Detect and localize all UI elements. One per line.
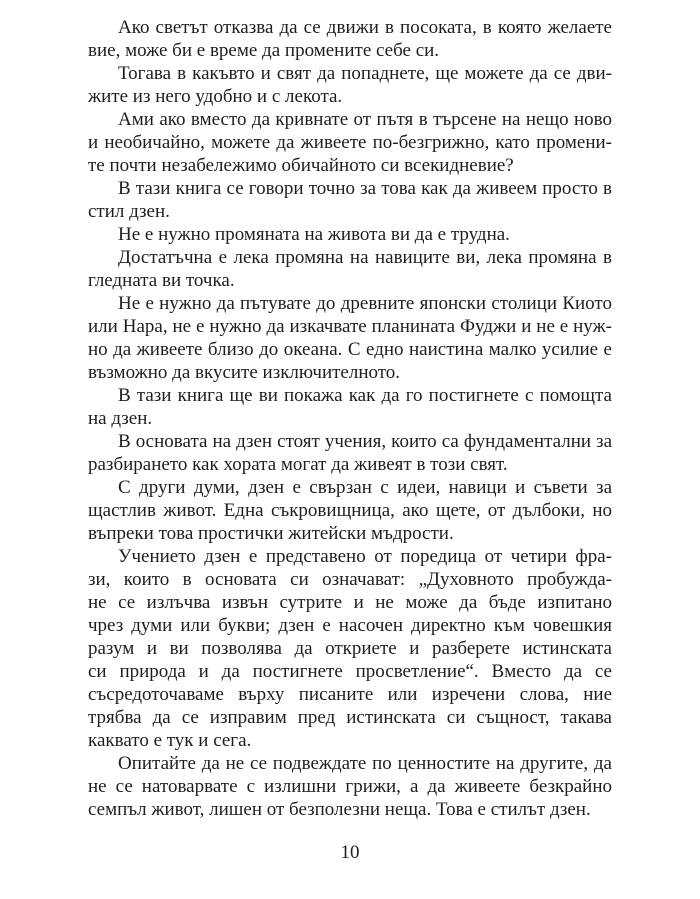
text-line: чрез думи или букви; дзен е насочен директно към човешкия <box>88 615 612 636</box>
paragraph <box>88 384 612 430</box>
text-line: В основата на дзен стоят учения, които са фундаментални за <box>118 431 612 452</box>
text-line: но да живеете близо до океана. С едно наистина малко усилие е <box>88 339 612 360</box>
text-line: гледната ви точка. <box>88 270 235 291</box>
text-line: на дзен. <box>88 408 153 429</box>
text-line: щастлив живот. Една съкровищница, ако щете, от дълбоки, но <box>88 500 612 521</box>
text-line: Опитайте да не се подвеждате по ценностите на другите, да <box>118 753 612 774</box>
paragraph <box>88 545 612 752</box>
paragraph <box>88 177 612 223</box>
paragraph <box>88 223 612 246</box>
text-line: семпъл живот, лишен от безполезни неща. Това е стилът дзен. <box>88 799 591 820</box>
text-line: трябва да се изправим пред истинската си същност, такава <box>88 707 612 728</box>
text-line: Не е нужно да пътувате до древните японски столици Киото <box>118 293 612 314</box>
text-line: зи, които в основата си означават: „Духовното пробужда- <box>88 569 612 590</box>
paragraph <box>88 246 612 292</box>
paragraph <box>88 752 612 821</box>
text-line: Достатъчна е лека промяна на навиците ви, лека промяна в <box>118 247 612 268</box>
text-line: Не е нужно промяната на живота ви да е трудна. <box>118 224 510 245</box>
text-line: те почти незабележимо обичайното си всекидневие? <box>88 155 514 176</box>
text-line: и необичайно, можете да живеете по-безгрижно, като промени- <box>88 132 612 153</box>
text-line: вие, може би е време да промените себе си. <box>88 40 440 61</box>
text-line: жите из него удобно и с лекота. <box>88 86 343 107</box>
text-line: Учението дзен е представено от поредица от четири фра- <box>118 546 612 567</box>
text-line: или Нара, не е нужно да изкачвате планината Фуджи и не е нуж- <box>88 316 612 337</box>
paragraph <box>88 108 612 177</box>
paragraph <box>88 292 612 384</box>
page-number: 10 <box>340 842 360 863</box>
text-line: В тази книга ще ви покажа как да го постигнете с помощта <box>118 385 612 406</box>
text-line: В тази книга се говори точно за това как да живеем просто в <box>118 178 612 199</box>
text-line: съсредоточаваме върху писаните или изречени слова, ние <box>88 684 612 705</box>
text-line: въпреки това простички житейски мъдрости. <box>88 523 454 544</box>
text-line: Ами ако вместо да кривнате от пътя в търсене на нещо ново <box>118 109 612 130</box>
paragraph <box>88 62 612 108</box>
text-line: възможно да вкусите изключителното. <box>88 362 401 383</box>
text-line: стил дзен. <box>88 201 170 222</box>
paragraph <box>88 430 612 476</box>
text-line: разум и ви позволява да откриете и разберете истинската <box>88 638 612 659</box>
paragraph <box>88 16 612 62</box>
text-line: си природа и да постигнете просветление“. Вместо да се <box>88 661 612 682</box>
body-text <box>88 16 612 821</box>
paragraph <box>88 476 612 545</box>
text-line: каквато е тук и сега. <box>88 730 252 751</box>
text-line: С други думи, дзен е свързан с идеи, навици и съвети за <box>118 477 612 498</box>
text-line: не се излъчва извън сутрите и не може да бъде изпитано <box>88 592 612 613</box>
text-line: Тогава в какъвто и свят да попаднете, ще можете да се дви- <box>118 63 612 84</box>
text-line: Ако светът отказва да се движи в посоката, в която желаете <box>118 17 612 38</box>
text-line: разбирането как хората могат да живеят в този свят. <box>88 454 508 475</box>
text-line: не се натоварвате с излишни грижи, а да живеете безкрайно <box>88 776 612 797</box>
